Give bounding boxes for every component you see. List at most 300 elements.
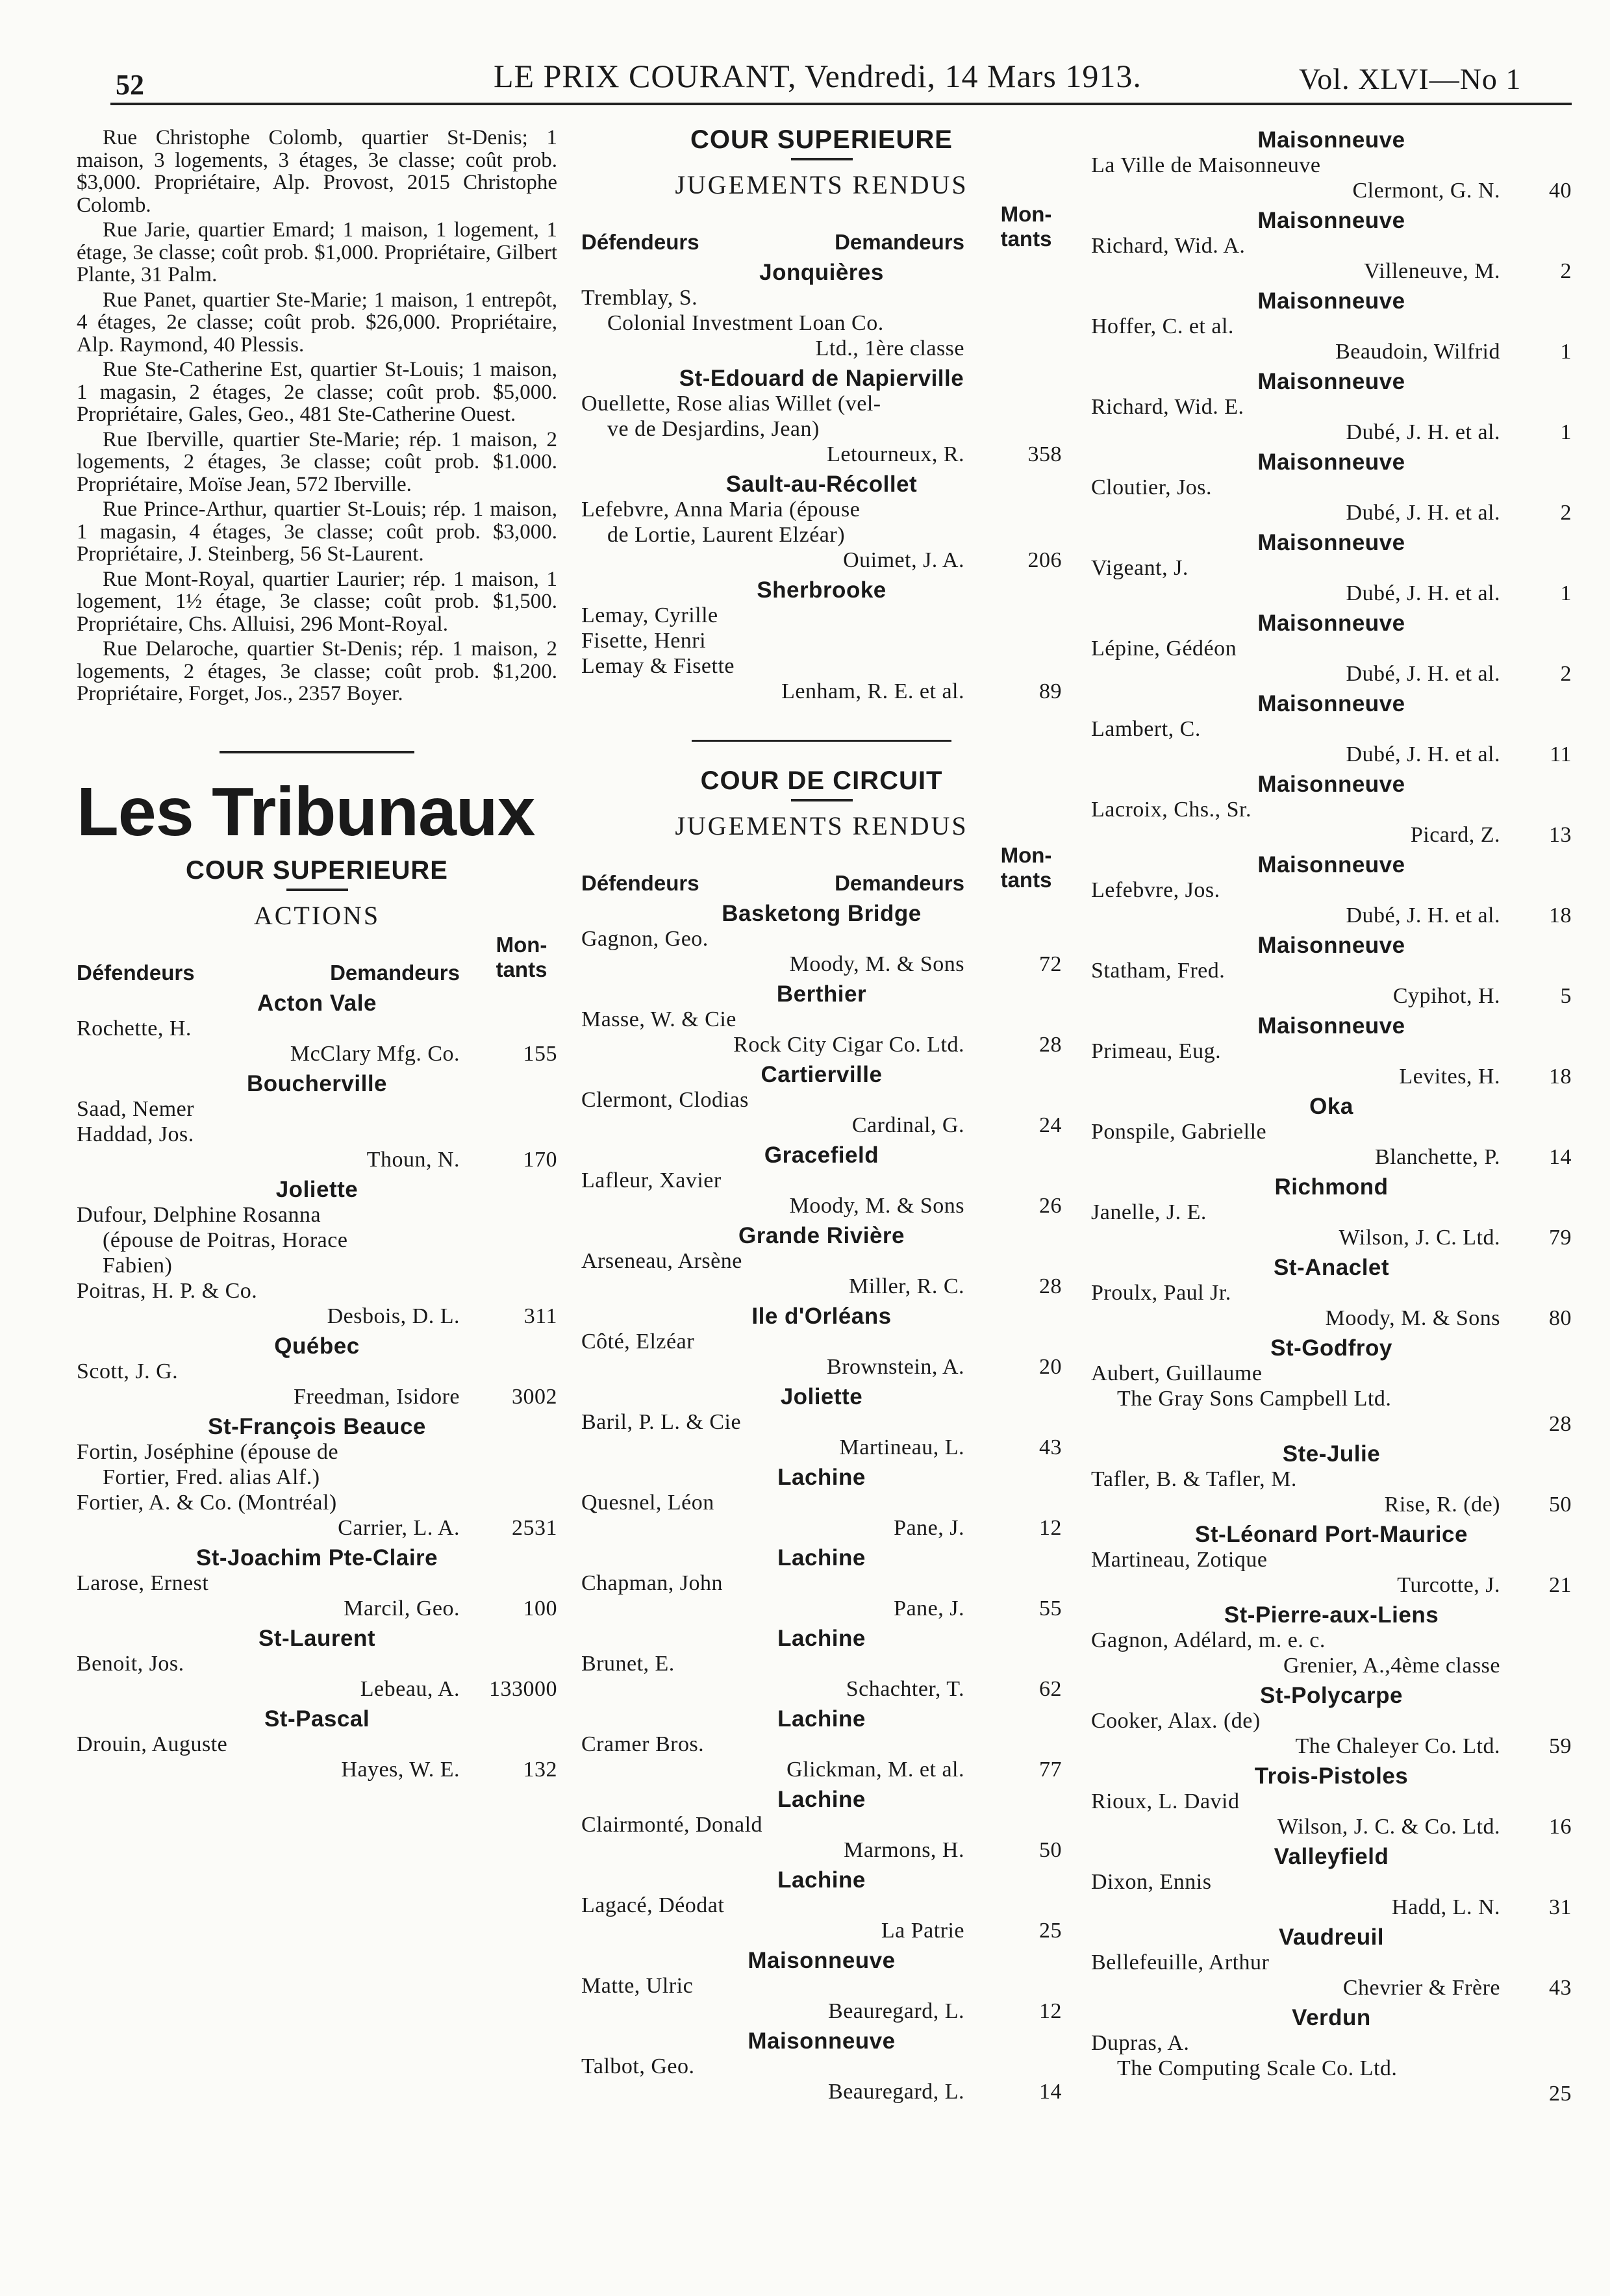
place-name: Berthier [776, 981, 867, 1007]
amount: 206 [1027, 548, 1062, 572]
plaintiff-line [581, 1515, 1062, 1541]
defendant-line: Cramer Bros. [581, 1732, 705, 1756]
defendant-line: Scott, J. G. [77, 1359, 179, 1383]
amount: 50 [1549, 1493, 1572, 1517]
plaintiff-line [1091, 1144, 1572, 1170]
place-name: Maisonneuve [1257, 127, 1405, 153]
defendant-line: Gagnon, Geo. [581, 927, 709, 951]
place-name: St-Polycarpe [1260, 1683, 1403, 1708]
place-name: Boucherville [246, 1070, 388, 1096]
column-middle [581, 127, 1062, 2108]
court-entry [77, 1333, 557, 1409]
defendant-line: Hoffer, C. et al. [1091, 314, 1234, 338]
defendant-line: Fabien) [103, 1253, 173, 1278]
court-entry [1091, 288, 1572, 364]
plaintiff-line [581, 1032, 1062, 1057]
place-name: Joliette [275, 1176, 358, 1202]
place-name: Vaudreuil [1278, 1924, 1385, 1950]
amount: 18 [1549, 1065, 1572, 1089]
court-entry [1091, 1602, 1572, 1678]
place-name: Lachine [777, 1867, 866, 1893]
court-entry [581, 2028, 1062, 2104]
section-title: Les Tribunaux [77, 773, 535, 850]
amount: 14 [1039, 2080, 1062, 2104]
plaintiff-name: Carrier, L. A. [338, 1515, 460, 1540]
place-name: St-Edouard de Napierville [679, 366, 964, 391]
permit-paragraph: Rue Panet, quartier Ste-Marie; 1 maison, 1 entrepôt, 4 étages, 2e classe; coût prob. $26,000. Propriétaire, Alp. Raymond, 40 Plessis. [77, 288, 557, 357]
place-name: Maisonneuve [748, 1948, 896, 1973]
amount: 1 [1560, 340, 1572, 364]
plaintiff-name: Desbois, D. L. [327, 1304, 460, 1328]
court-entry [1091, 1335, 1572, 1437]
defendant-line: Tremblay, S. [581, 286, 698, 310]
plaintiff-name: Moody, M. & Sons [1325, 1306, 1500, 1330]
defendant-line: Arseneau, Arsène [581, 1249, 742, 1273]
defendant-line: Matte, Ulric [581, 1974, 694, 1998]
amount: 16 [1549, 1815, 1572, 1839]
plaintiff-name: Clermont, G. N. [1352, 179, 1500, 203]
place-name: Maisonneuve [1257, 772, 1405, 797]
permit-paragraph: Rue Delaroche, quartier St-Denis; rép. 1 maison, 2 logements, 2 étages, 3e classe; coût prob. $1,200. Propriétaire, Forget, Jos., 2357 Boyer. [77, 637, 557, 705]
plaintiff-name: Wilson, J. C. Ltd. [1339, 1226, 1500, 1250]
court-entry [1091, 852, 1572, 928]
header-defendeurs: Défendeurs [581, 230, 699, 254]
court-entry [1091, 771, 1572, 848]
amount: 358 [1027, 442, 1062, 466]
place-name: Cartierville [761, 1062, 883, 1087]
permit-paragraph: Rue Christophe Colomb, quartier St-Denis; 1 maison, 3 logements, 3 étages, 3e classe; coût prob. $3,000. Propriétaire, Alp. Provost, 2015 Christophe Colomb. [77, 126, 557, 217]
plaintiff-line [77, 1384, 557, 1409]
column-headers [581, 842, 1062, 900]
plaintiff-name: Turcotte, J. [1397, 1573, 1500, 1597]
amount: 18 [1549, 903, 1572, 927]
place-name: Richmond [1274, 1174, 1389, 1200]
plaintiff-name: Dubé, J. H. et al. [1346, 581, 1500, 605]
defendant-line: Lambert, C. [1091, 717, 1201, 741]
plaintiff-name: Levites, H. [1399, 1065, 1500, 1089]
defendant-line: Talbot, Geo. [581, 2054, 695, 2078]
subhead-judgements: JUGEMENTS RENDUS [675, 170, 968, 199]
plaintiff-line [1091, 822, 1572, 848]
plaintiff-line [1091, 581, 1572, 606]
plaintiff-line [1091, 1895, 1572, 1920]
plaintiff-name: Martineau, L. [839, 1435, 964, 1459]
court-entry [77, 1625, 557, 1702]
permit-paragraph: Rue Prince-Arthur, quartier St-Louis; rép. 1 maison, 1 magasin, 4 étages, 3e classe; coût prob. $3,000. Propriétaire, J. Steinberg, 56 St-Laurent. [77, 498, 557, 566]
court-entry [581, 900, 1062, 977]
court-entry [581, 1061, 1062, 1138]
plaintiff-line [581, 1676, 1062, 1702]
court-entry [1091, 1254, 1572, 1331]
amount: 28 [1039, 1274, 1062, 1298]
amount: 55 [1039, 1596, 1062, 1621]
court-entry [1091, 690, 1572, 767]
amount: 12 [1039, 1999, 1062, 2023]
separator-rule [791, 158, 853, 160]
plaintiff-name: Marmons, H. [844, 1838, 964, 1862]
amount: 2 [1560, 259, 1572, 283]
court-entries [581, 259, 1062, 704]
defendant-line: Lépine, Gédéon [1091, 637, 1237, 661]
plaintiff-line [1091, 339, 1572, 364]
plaintiff-line [1091, 1572, 1572, 1598]
defendant-line: Larose, Ernest [77, 1571, 209, 1595]
court-entry [1091, 1441, 1572, 1517]
defendant-line: Lefebvre, Jos. [1091, 878, 1220, 902]
amount: 26 [1039, 1194, 1062, 1218]
defendant-line: Haddad, Jos. [77, 1122, 194, 1146]
defendant-line: Rioux, L. David [1091, 1789, 1240, 1813]
plaintiff-name: Ouimet, J. A. [843, 548, 964, 572]
amount: 25 [1549, 2082, 1572, 2106]
plaintiff-name: Lebeau, A. [360, 1676, 460, 1701]
volume-number: Vol. XLVI—No 1 [1299, 62, 1522, 95]
defendant-line: de Lortie, Laurent Elzéar) [607, 523, 846, 547]
place-name: Maisonneuve [1257, 1013, 1405, 1039]
place-name: Lachine [777, 1465, 866, 1490]
plaintiff-name: Picard, Z. [1410, 823, 1500, 847]
court-entry [1091, 1013, 1572, 1089]
amount: 25 [1039, 1919, 1062, 1943]
plaintiff-name: Cardinal, G. [851, 1113, 964, 1137]
defendant-line: Primeau, Eug. [1091, 1039, 1222, 1063]
plaintiff-name: Dubé, J. H. et al. [1346, 662, 1500, 686]
amount: 59 [1549, 1734, 1572, 1758]
court-entry [581, 1303, 1062, 1380]
amount: 14 [1549, 1145, 1572, 1169]
amount: 43 [1039, 1435, 1062, 1459]
header-montants: Mon- tants [1000, 202, 1052, 251]
separator-rule [286, 889, 348, 891]
plaintiff-name: Beauregard, L. [828, 1999, 964, 2023]
court-entry [581, 1545, 1062, 1621]
amount: 77 [1039, 1758, 1062, 1782]
place-name: Trois-Pistoles [1254, 1763, 1409, 1789]
court-entry [77, 1070, 557, 1172]
amount: 5 [1560, 984, 1572, 1008]
court-entry [581, 365, 1062, 467]
amount: 28 [1549, 1412, 1572, 1436]
defendant-line: Lacroix, Chs., Sr. [1091, 798, 1252, 822]
place-name: Sault-au-Récollet [725, 472, 918, 497]
plaintiff-line [1091, 983, 1572, 1009]
court-entry [581, 471, 1062, 573]
place-name: Lachine [777, 1626, 866, 1651]
court-entry [77, 1545, 557, 1621]
amount: 62 [1039, 1677, 1062, 1701]
place-name: Lachine [777, 1545, 866, 1571]
place-name: St-Anaclet [1273, 1255, 1390, 1280]
plaintiff-line [77, 1147, 557, 1172]
plaintiff-line [581, 2079, 1062, 2104]
plaintiff-line [77, 1676, 557, 1702]
plaintiff-name: Letourneux, R. [827, 442, 964, 466]
place-name: Lachine [777, 1706, 866, 1732]
plaintiff-line [581, 1918, 1062, 1943]
amount: 2 [1560, 662, 1572, 686]
plaintiff-line [77, 1041, 557, 1066]
defendant-line: (épouse de Poitras, Horace [103, 1228, 348, 1252]
defendant-line: Clairmonté, Donald [581, 1813, 763, 1837]
court-entry [581, 981, 1062, 1057]
place-name: St-Joachim Pte-Claire [195, 1545, 438, 1571]
defendant-line: Cooker, Alax. (de) [1091, 1709, 1261, 1733]
court-title: COUR DE CIRCUIT [700, 766, 943, 795]
defendant-line: Chapman, John [581, 1571, 723, 1595]
court-entry [77, 990, 557, 1066]
plaintiff-line [1091, 1411, 1572, 1437]
plaintiff-name: Thoun, N. [366, 1147, 460, 1172]
plaintiff-name: Chevrier & Frère [1342, 1976, 1500, 2000]
court-entry [1091, 127, 1572, 203]
defendant-line: Lafleur, Xavier [581, 1168, 722, 1192]
amount: 13 [1549, 823, 1572, 847]
court-entry [77, 1413, 557, 1541]
place-name: St-Pierre-aux-Liens [1224, 1602, 1439, 1628]
place-name: Grande Rivière [738, 1223, 905, 1248]
place-name: Ile d'Orléans [751, 1304, 892, 1329]
plaintiff-name: Pane, J. [894, 1516, 964, 1540]
plaintiff-name: Moody, M. & Sons [789, 1194, 964, 1218]
subhead-judgements: JUGEMENTS RENDUS [675, 811, 968, 840]
column-left [77, 127, 557, 1786]
plaintiff-name: Dubé, J. H. et al. [1346, 903, 1500, 927]
place-name: St-Laurent [258, 1625, 375, 1651]
defendant-line: Dupras, A. [1091, 2031, 1190, 2055]
plaintiff-name: Wilson, J. C. & Co. Ltd. [1277, 1815, 1500, 1839]
court-entry [1091, 1843, 1572, 1920]
defendant-line: ve de Desjardins, Jean) [607, 417, 820, 441]
court-entry [581, 1464, 1062, 1541]
plaintiff-line [581, 548, 1062, 573]
defendant-line: Tafler, B. & Tafler, M. [1091, 1467, 1297, 1491]
amount: 31 [1549, 1895, 1572, 1919]
defendant-line: Lefebvre, Anna Maria (épouse [581, 498, 861, 522]
defendant-line: Statham, Fred. [1091, 959, 1226, 983]
separator-rule [692, 740, 951, 742]
plaintiff-line [581, 1596, 1062, 1621]
place-name: Maisonneuve [1257, 449, 1405, 475]
plaintiff-name: Hadd, L. N. [1392, 1895, 1500, 1919]
amount: 133000 [489, 1676, 557, 1701]
amount: 43 [1549, 1976, 1572, 2000]
court-entries [1091, 127, 1572, 2106]
plaintiff-name: Ltd., 1ère classe [815, 336, 964, 360]
amount: 1 [1560, 420, 1572, 444]
defendant-line: La Ville de Maisonneuve [1091, 153, 1321, 177]
column-headers [581, 201, 1062, 259]
plaintiff-line [581, 1354, 1062, 1380]
defendant-line: Côté, Elzéar [581, 1330, 695, 1354]
defendant-line: Aubert, Guillaume [1091, 1361, 1263, 1385]
amount: 132 [523, 1757, 557, 1782]
plaintiff-name: Pane, J. [894, 1596, 964, 1621]
amount: 80 [1549, 1306, 1572, 1330]
header-montants: Mon- tants [1000, 843, 1052, 892]
plaintiff-name: Hayes, W. E. [341, 1757, 460, 1782]
plaintiff-line [77, 1757, 557, 1782]
plaintiff-line [581, 442, 1062, 467]
permit-paragraph: Rue Ste-Catherine Est, quartier St-Louis; 1 maison, 1 magasin, 2 étages, 2e classe; coût prob. $5,000. Propriétaire, Gales, Geo., 481 Ste-Catherine Ouest. [77, 358, 557, 426]
court-entries [581, 900, 1062, 2104]
plaintiff-name: Dubé, J. H. et al. [1346, 420, 1500, 444]
plaintiff-name: Cypihot, H. [1392, 984, 1500, 1008]
plaintiff-line [581, 952, 1062, 977]
plaintiff-name: Lenham, R. E. et al. [781, 679, 964, 703]
amount: 28 [1039, 1033, 1062, 1057]
court-entry [1091, 1521, 1572, 1598]
plaintiff-name: McClary Mfg. Co. [290, 1041, 460, 1066]
court-entry [1091, 1924, 1572, 2000]
running-title: LE PRIX COURANT, Vendredi, 14 Mars 1913. [494, 58, 1142, 94]
amount: 2531 [512, 1515, 557, 1540]
place-name: Maisonneuve [1257, 288, 1405, 314]
place-name: Acton Vale [257, 990, 377, 1016]
plaintiff-name: Moody, M. & Sons [789, 952, 964, 976]
plaintiff-line [1091, 1492, 1572, 1517]
amount: 50 [1039, 1838, 1062, 1862]
permit-paragraph: Rue Mont-Royal, quartier Laurier; rép. 1 maison, 1 logement, 1½ étage, 3e classe; coût prob. $1,500. Propriétaire, Chs. Alluisi, 296 Mont-Royal. [77, 567, 557, 636]
defendant-line: Poitras, H. P. & Co. [77, 1278, 258, 1303]
plaintiff-name: Dubé, J. H. et al. [1346, 742, 1500, 766]
amount: 3002 [512, 1384, 557, 1409]
defendant-line: Benoit, Jos. [77, 1651, 184, 1676]
amount: 1 [1560, 581, 1572, 605]
amount: 311 [523, 1304, 557, 1328]
plaintiff-line [77, 1515, 557, 1541]
defendant-line: Rochette, H. [77, 1016, 192, 1041]
court-entry [1091, 368, 1572, 445]
defendant-line: Fortin, Joséphine (épouse de [77, 1439, 339, 1464]
court-entry [581, 1786, 1062, 1863]
place-name: Verdun [1292, 2005, 1371, 2030]
plaintiff-name: Beauregard, L. [828, 2080, 964, 2104]
header-defendeurs: Défendeurs [77, 960, 195, 985]
plaintiff-line [1091, 420, 1572, 445]
defendant-line: Baril, P. L. & Cie [581, 1410, 742, 1434]
defendant-line: Lagacé, Déodat [581, 1893, 725, 1917]
place-name: Ste-Julie [1282, 1441, 1381, 1467]
plaintiff-line [1091, 1306, 1572, 1331]
plaintiff-line [581, 1435, 1062, 1460]
amount: 21 [1549, 1573, 1572, 1597]
plaintiff-name: Villeneuve, M. [1364, 259, 1500, 283]
plaintiff-name: Freedman, Isidore [294, 1384, 460, 1409]
defendant-line: Fortier, Fred. alias Alf.) [103, 1465, 320, 1489]
defendant-line: Quesnel, Léon [581, 1491, 714, 1515]
court-entry [1091, 610, 1572, 687]
defendant-line: Vigeant, J. [1091, 556, 1189, 580]
place-name: Oka [1309, 1094, 1353, 1119]
place-name: Gracefield [764, 1142, 879, 1168]
plaintiff-name: Dubé, J. H. et al. [1346, 501, 1500, 525]
court-entry [77, 1176, 557, 1329]
plaintiff-line [581, 679, 1062, 704]
court-entry [581, 1383, 1062, 1460]
amount: 79 [1549, 1226, 1572, 1250]
header-defendeurs: Défendeurs [581, 871, 699, 895]
subhead-actions: ACTIONS [253, 900, 381, 930]
court-entries [77, 990, 557, 1782]
amount: 20 [1039, 1355, 1062, 1379]
defendant-line: Colonial Investment Loan Co. [607, 311, 884, 335]
plaintiff-name: Miller, R. C. [849, 1274, 964, 1298]
page-header [0, 0, 1610, 136]
court-entry [1091, 1093, 1572, 1170]
amount: 24 [1039, 1113, 1062, 1137]
court-entry [581, 1706, 1062, 1782]
defendant-line: Proulx, Paul Jr. [1091, 1281, 1231, 1305]
defendant-line: Fisette, Henri [581, 629, 707, 653]
place-name: Maisonneuve [748, 2028, 896, 2054]
defendant-line: Ouellette, Rose alias Willet (vel- [581, 392, 881, 416]
header-rule [110, 103, 1572, 105]
defendant-line: Fortier, A. & Co. (Montréal) [77, 1490, 337, 1515]
defendant-line: Brunet, E. [581, 1652, 675, 1676]
amount: 11 [1550, 742, 1572, 766]
amount: 2 [1560, 501, 1572, 525]
plaintiff-line [77, 1596, 557, 1621]
place-name: Valleyfield [1274, 1844, 1389, 1869]
plaintiff-line [1091, 742, 1572, 767]
defendant-line: Lemay, Cyrille [581, 603, 718, 627]
plaintiff-line [1091, 259, 1572, 284]
defendant-line: Martineau, Zotique [1091, 1548, 1268, 1572]
plaintiff-line [581, 1999, 1062, 2024]
plaintiff-line [1091, 1814, 1572, 1839]
plaintiff-name: Beaudoin, Wilfrid [1335, 340, 1500, 364]
separator-rule [220, 751, 414, 753]
amount: 170 [523, 1147, 557, 1172]
amount: 40 [1549, 179, 1572, 203]
court-entry [581, 1625, 1062, 1702]
amount: 155 [523, 1041, 557, 1066]
building-permits [77, 127, 557, 705]
defendant-line: Dufour, Delphine Rosanna [77, 1202, 321, 1227]
place-name: St-François Beauce [208, 1413, 426, 1439]
page-number: 52 [116, 69, 144, 101]
plaintiff-line [1091, 1734, 1572, 1759]
plaintiff-line [581, 1757, 1062, 1782]
place-name: St-Pascal [264, 1706, 370, 1732]
header-demandeurs: Demandeurs [330, 960, 460, 985]
plaintiff-name: Rock City Cigar Co. Ltd. [733, 1033, 964, 1057]
plaintiff-line [1091, 1653, 1572, 1678]
court-entry [581, 1947, 1062, 2024]
plaintiff-name: Marcil, Geo. [344, 1596, 460, 1621]
plaintiff-line [1091, 1975, 1572, 2000]
plaintiff-line [581, 336, 1062, 361]
plaintiff-line [1091, 2081, 1572, 2106]
amount: 12 [1039, 1516, 1062, 1540]
header-demandeurs: Demandeurs [835, 871, 964, 895]
amount: 100 [523, 1596, 557, 1621]
place-name: Maisonneuve [1257, 369, 1405, 394]
defendant-line: Lemay & Fisette [581, 654, 735, 678]
court-entry [581, 1142, 1062, 1218]
place-name: St-Léonard Port-Maurice [1195, 1522, 1468, 1547]
defendant-line: Drouin, Auguste [77, 1732, 228, 1756]
court-entry [1091, 1763, 1572, 1839]
defendant-line: Gagnon, Adélard, m. e. c. [1091, 1628, 1326, 1652]
plaintiff-name: Schachter, T. [846, 1677, 964, 1701]
place-name: Maisonneuve [1257, 208, 1405, 233]
court-entry [77, 1706, 557, 1782]
plaintiff-name: Grenier, A.,4ème classe [1283, 1654, 1500, 1678]
plaintiff-name: Brownstein, A. [827, 1355, 964, 1379]
place-name: Maisonneuve [1257, 852, 1405, 877]
place-name: Maisonneuve [1257, 933, 1405, 958]
